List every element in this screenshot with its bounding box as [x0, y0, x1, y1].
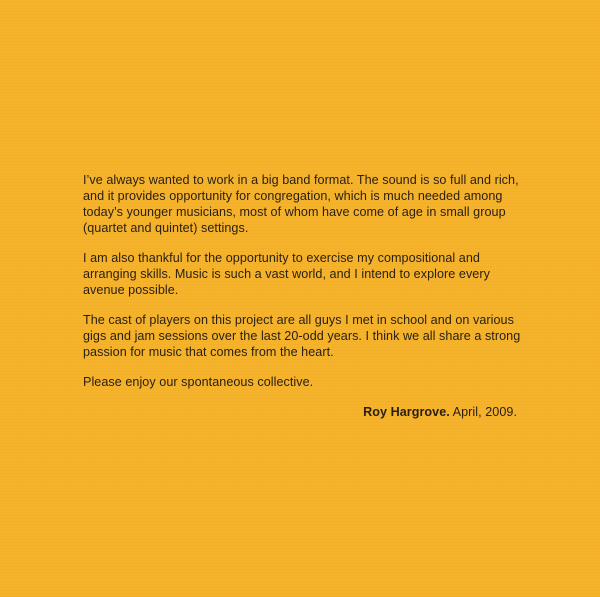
paragraph-2: I am also thankful for the opportunity to exercise my compositional and arranging skills. Music is such a vast world, and I intend to explore every avenue possible. — [83, 251, 490, 297]
paragraph-3: The cast of players on this project are all guys I met in school and on various gigs and jam sessions over the last 20-odd years. I think we all share a strong passion for music that comes from the heart. — [83, 313, 521, 359]
signature-date: April, 2009. — [449, 405, 517, 419]
liner-notes — [83, 172, 523, 434]
paragraph-4: Please enjoy our spontaneous collective. — [83, 375, 314, 389]
paragraph-1: I’ve always wanted to work in a big band format. The sound is so full and rich, and it provides opportunity for congregation, which is much needed among today’s younger musicians, most of whom have come of age in small group (quartet and quintet) settings. — [83, 173, 519, 235]
signature — [83, 404, 523, 420]
signature-author: Roy Hargrove. — [363, 405, 450, 419]
